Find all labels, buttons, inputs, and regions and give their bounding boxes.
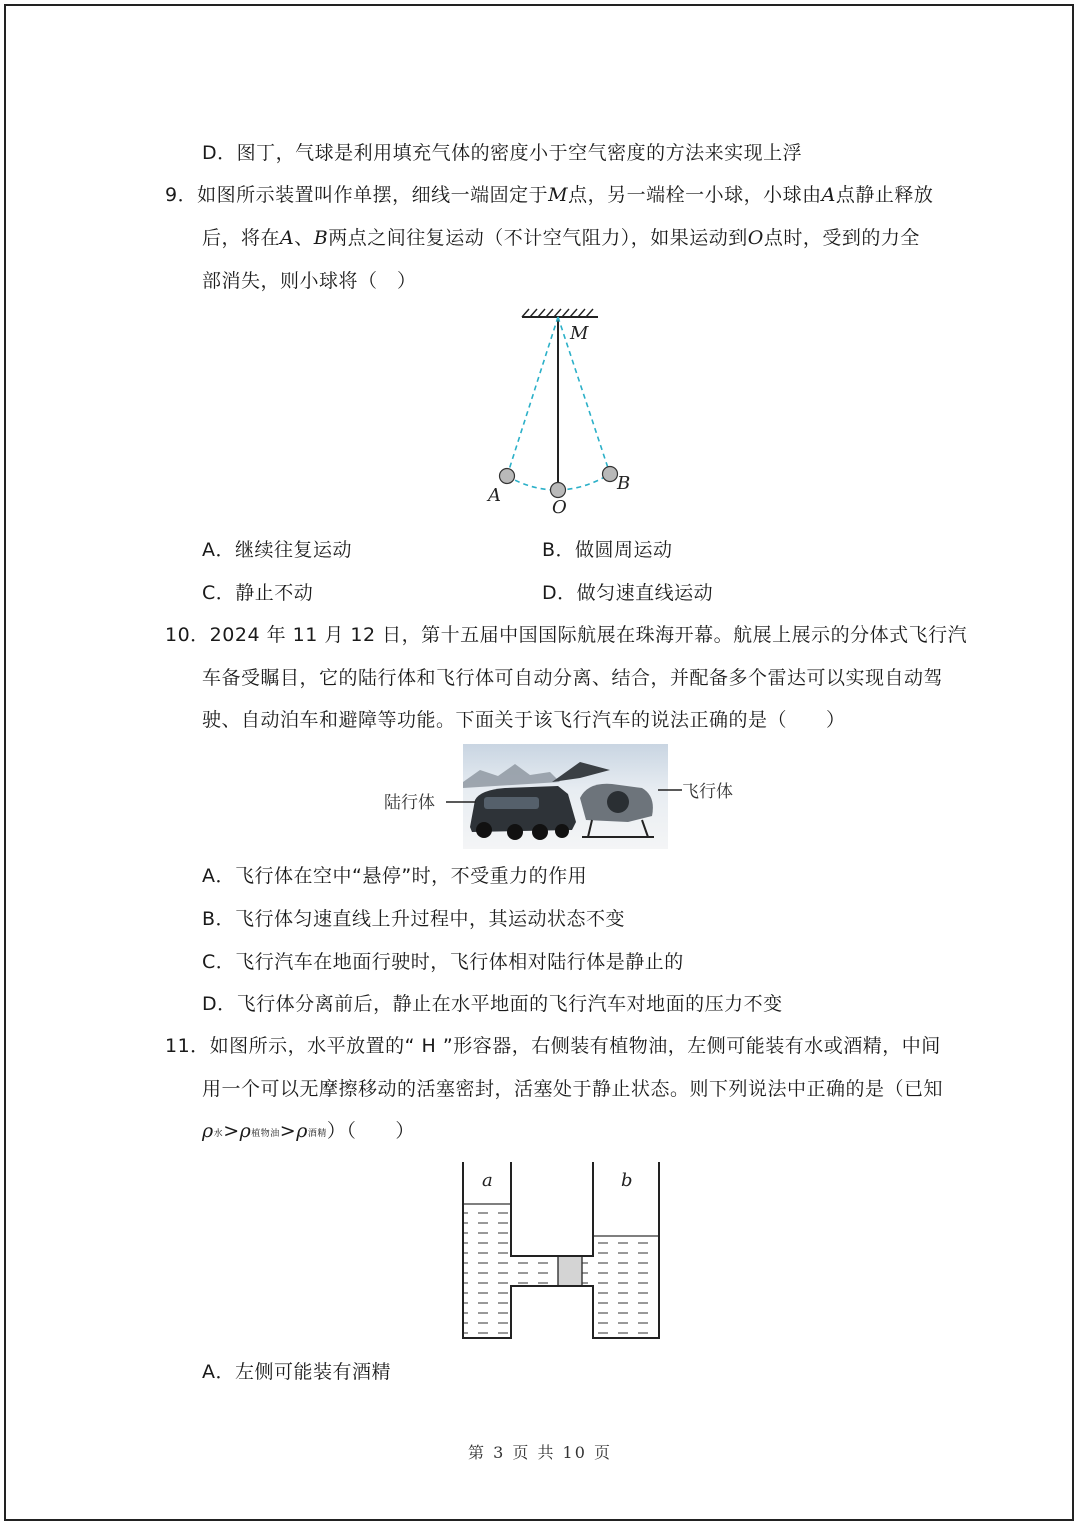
- q11-stem-line1: 11．如图所示，水平放置的“ H ”形容器，右侧装有植物油，左侧可能装有水或酒精，中间: [165, 1035, 941, 1057]
- q9-option-a: A．继续往复运动: [202, 539, 352, 561]
- container-inner-wall: [511, 1162, 593, 1256]
- q10-stem-line2: 车备受瞩目，它的陆行体和飞行体可自动分离、结合，并配备多个雷达可以实现自动驾: [202, 667, 944, 689]
- right-liquid: [593, 1236, 659, 1338]
- q9-option-c: C．静止不动: [202, 582, 314, 604]
- label-a-side: a: [482, 1170, 493, 1191]
- label-o: O: [552, 497, 567, 518]
- q10-option-d: D．飞行体分离前后，静止在水平地面的飞行汽车对地面的压力不变: [202, 993, 783, 1015]
- connector-liquid-left: [511, 1256, 558, 1286]
- flying-module-cockpit: [607, 791, 629, 813]
- ball-b: [603, 467, 618, 482]
- label-b: B: [617, 473, 631, 494]
- ground-vehicle-window: [484, 797, 539, 809]
- q11-option-a: A．左侧可能装有酒精: [202, 1361, 391, 1383]
- q10-option-b: B．飞行体匀速直线上升过程中，其运动状态不变: [202, 908, 626, 930]
- q11-stem-line3: ρ水>ρ植物油>ρ酒精）（ ）: [202, 1120, 415, 1142]
- q10-stem-line1: 10．2024 年 11 月 12 日，第十五届中国国际航展在珠海开幕。航展上展示的分体式飞行汽: [165, 624, 968, 646]
- connector-liquid-right: [582, 1256, 593, 1286]
- q10-stem-line3: 驶、自动泊车和避障等功能。下面关于该飞行汽车的说法正确的是（ ）: [202, 709, 846, 731]
- h-container-figure: [455, 1158, 667, 1344]
- label-flying-module: 飞行体: [682, 782, 733, 802]
- q8-option-d: D．图丁，气球是利用填充气体的密度小于空气密度的方法来实现上浮: [202, 142, 803, 164]
- q9-stem-line3: 部消失，则小球将（ ）: [202, 270, 417, 292]
- pendulum-figure: [480, 305, 650, 520]
- label-b-side: b: [621, 1170, 633, 1191]
- q9-option-d: D．做匀速直线运动: [542, 582, 714, 604]
- wheel-2: [507, 824, 523, 840]
- flying-car-figure: [380, 742, 750, 852]
- wheel-1: [476, 822, 492, 838]
- piston: [558, 1256, 582, 1286]
- left-liquid: [463, 1204, 511, 1338]
- label-a: A: [488, 485, 501, 506]
- q9-stem-line2: 后，将在A、B两点之间往复运动（不计空气阻力），如果运动到O点时，受到的力全: [202, 227, 920, 249]
- q9-option-b: B．做圆周运动: [542, 539, 673, 561]
- string-to-a-dashed: [507, 317, 558, 476]
- ceiling-hatch: [522, 309, 593, 317]
- label-ground-module: 陆行体: [384, 793, 435, 813]
- ball-a: [500, 469, 515, 484]
- ball-o: [551, 483, 566, 498]
- wheel-4: [555, 824, 569, 838]
- q10-option-c: C．飞行汽车在地面行驶时，飞行体相对陆行体是静止的: [202, 951, 684, 973]
- q10-option-a: A．飞行体在空中“悬停”时，不受重力的作用: [202, 865, 588, 887]
- label-m: M: [570, 323, 589, 344]
- q9-stem-line1: 9．如图所示装置叫作单摆，细线一端固定于M点，另一端栓一小球，小球由A点静止释放: [165, 184, 934, 206]
- q11-stem-line2: 用一个可以无摩擦移动的活塞密封，活塞处于静止状态。则下列说法中正确的是（已知: [202, 1078, 944, 1100]
- wheel-3: [532, 824, 548, 840]
- page-footer: 第 3 页 共 10 页: [468, 1443, 612, 1462]
